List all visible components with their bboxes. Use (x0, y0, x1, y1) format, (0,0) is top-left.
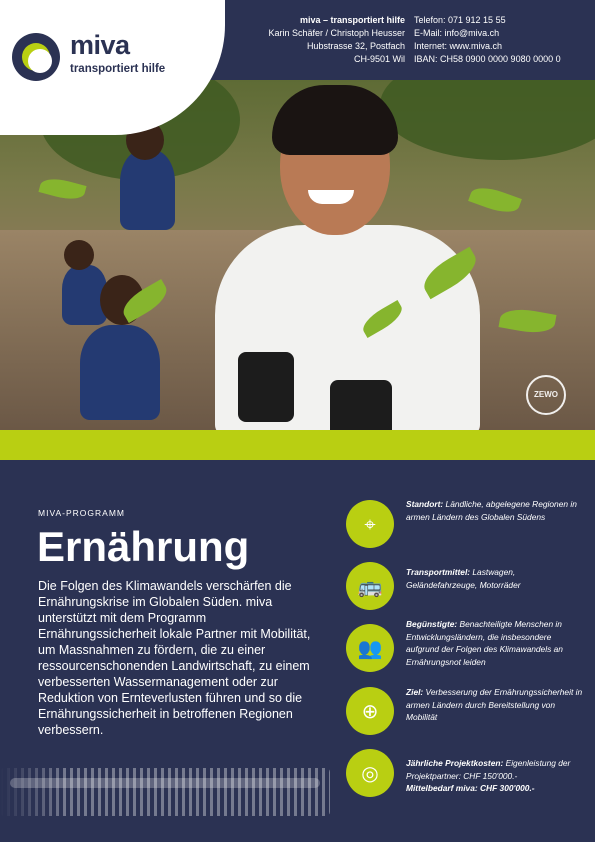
accent-band (0, 430, 595, 460)
contact-address (268, 14, 405, 66)
people-group-icon: 👥 (346, 624, 394, 672)
iban: IBAN: CH58 0900 0000 9080 0000 0 (414, 54, 561, 64)
email[interactable]: E-Mail: info@miva.ch (414, 28, 500, 38)
tire-tracks-decoration (10, 778, 320, 788)
logo-wordmark: miva (70, 30, 130, 60)
street: Hubstrasse 32, Postfach (306, 41, 405, 51)
vehicles-icon: 🚌 (346, 562, 394, 610)
contact-details (414, 14, 561, 66)
phone: Telefon: 071 912 15 55 (414, 15, 506, 25)
info-location-text: Standort: Ländliche, abgelegene Regionen in armen Ländern des Globalen Südens (406, 499, 577, 522)
program-label: MIVA-PROGRAMM (38, 508, 125, 518)
info-beneficiaries-text: Begünstigte: Benachteiligte Menschen in Entwicklungsländern, die insbesondere aufgrund der Folgen des Klimawandels an Ernährungsnot leiden (406, 619, 563, 667)
website[interactable]: Internet: www.miva.ch (414, 41, 503, 51)
intro-text: Die Folgen des Klimawandels verschärfen die Ernährungskrise im Globalen Süden. miva unterstützt mit dem Programm Ernährungssicherheit lokale Partner mit Mobilität, um Massnahmen zu fördern, die zu einer ressourcenschonenden Landwirtschaft, zu einem verbesserten Wassermanagement oder zur Reduktion von Ernteverlusten führen und so die Ernährungssicherheit in betroffenen Regionen verbessern. (38, 579, 311, 737)
location-pin-icon: ⌖ (346, 500, 394, 548)
coins-icon: ◎ (346, 749, 394, 797)
tire-tracks-decoration (0, 768, 330, 816)
org-name: miva – transportiert hilfe (299, 15, 405, 25)
info-costs-text: Jährliche Projektkosten: Eigenleistung der Projektpartner: CHF 150'000.- Mittelbedarf miva: CHF 300'000.- (406, 758, 571, 793)
contact-persons: Karin Schäfer / Christoph Heusser (268, 28, 405, 38)
miva-logo-icon (12, 33, 60, 81)
info-transport-text: Transportmittel: Lastwagen, Geländefahrzeuge, Motorräder (406, 567, 521, 590)
city: CH-9501 Wil (353, 54, 405, 64)
logo-tagline: transportiert hilfe (70, 63, 166, 75)
info-goal-text: Ziel: Verbesserung der Ernährungssicherheit in armen Ländern durch Bereitstellung von Mobilität (406, 687, 583, 722)
zewo-seal-icon: ZEWO (526, 375, 566, 415)
page-title: Ernährung (37, 523, 250, 570)
target-icon: ⊕ (346, 687, 394, 735)
